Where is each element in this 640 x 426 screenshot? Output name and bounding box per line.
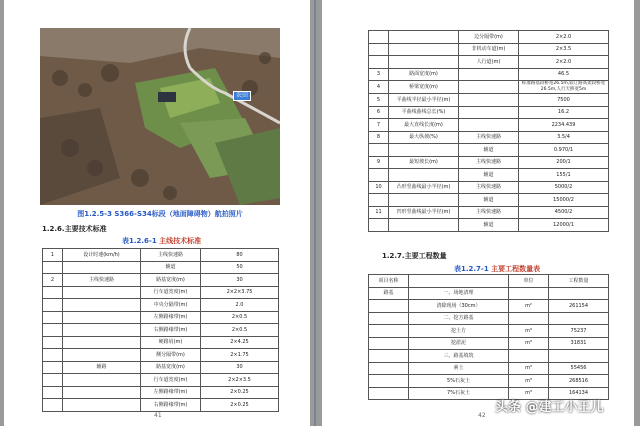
table-cell [369, 375, 409, 388]
table-cell: 主线快速路 [459, 156, 519, 169]
table-cell: 16.2 [519, 106, 609, 119]
table-cell: 7%石灰土 [409, 387, 509, 400]
page-divider [314, 0, 316, 426]
table-cell [43, 336, 63, 349]
table-cell [369, 300, 409, 313]
table-cell: 辅道 [459, 169, 519, 182]
table-cell: 2×0.5 [201, 324, 279, 337]
table-cell: 12000/1 [519, 219, 609, 232]
table-cell [43, 299, 63, 312]
table-row [43, 249, 279, 262]
table-cell: 桥梁宽度(m) [389, 81, 459, 94]
table-cell [369, 325, 409, 338]
table-name: 主要工程数量表 [491, 265, 541, 273]
table-row [369, 119, 609, 132]
table-cell: 2.0 [201, 299, 279, 312]
table-cell: 5%石灰土 [409, 375, 509, 388]
table-cell: 辅道 [141, 261, 201, 274]
right-document-page [322, 0, 634, 426]
table-row [369, 144, 609, 157]
table-cell: 主线快速路 [459, 206, 519, 219]
table-row [369, 31, 609, 44]
table-row [43, 261, 279, 274]
table-cell: 155/1 [519, 169, 609, 182]
table-cell [369, 194, 389, 207]
table-cell: 2×2.0 [519, 31, 609, 44]
table-cell [369, 144, 389, 157]
table-cell [409, 275, 509, 288]
table-cell [459, 106, 519, 119]
table-cell [459, 119, 519, 132]
table-row [369, 106, 609, 119]
table-row [369, 43, 609, 56]
table-cell [63, 386, 141, 399]
table-cell: 268516 [549, 375, 609, 388]
table-cell: 标准路基段桥宽26.5m,较辽路高架段桥宽26.5m,人行天桥宽5m [519, 81, 609, 94]
table-row [369, 81, 609, 94]
table-cell: 1 [43, 249, 63, 262]
table-cell [43, 261, 63, 274]
technical-standards-table [42, 248, 279, 412]
table-cell: 左侧路缘带(m) [141, 311, 201, 324]
table-cell: 非机动车道(m) [459, 43, 519, 56]
table-cell: 75237 [549, 325, 609, 338]
table-row [369, 68, 609, 81]
table-cell: 2234.439 [519, 119, 609, 132]
table-cell: 侧分隔带(m) [141, 349, 201, 362]
table-cell: 主线快速路 [63, 274, 141, 287]
table-cell: 平曲线曲线总长(%) [389, 106, 459, 119]
table-cell: 清除现场（30cm） [409, 300, 509, 313]
table-row [43, 324, 279, 337]
table-cell [549, 312, 609, 325]
table-row [369, 375, 609, 388]
table-cell: 4500/2 [519, 206, 609, 219]
table-cell: 11 [369, 206, 389, 219]
table-cell [549, 287, 609, 300]
table-cell: 路基宽度(m) [141, 361, 201, 374]
photo-location-tag: 农田 [233, 91, 251, 101]
table-cell: 最大直线长度(m) [389, 119, 459, 132]
table-number: 表1.2.7-1 [454, 265, 489, 273]
table-cell: 2 [43, 274, 63, 287]
figure-caption: 图1.2.5-3 S366-S34标段（地面障碍物）航拍照片 [77, 210, 243, 218]
table-row [369, 362, 609, 375]
table-name: 主线技术标准 [159, 237, 202, 245]
table-row [43, 311, 279, 324]
left-document-page [4, 0, 310, 426]
table-row [43, 349, 279, 362]
table-cell [459, 81, 519, 94]
table-cell: 素土 [409, 362, 509, 375]
table-cell [63, 399, 141, 412]
table-cell: 2×2×3.5 [201, 374, 279, 387]
table-cell: 凸形竖曲线最小半径(m) [389, 181, 459, 194]
table-row [369, 300, 609, 313]
table-cell [63, 286, 141, 299]
table-cell: 挖淤泥 [409, 337, 509, 350]
table-cell [63, 311, 141, 324]
table-row [43, 336, 279, 349]
table-row [43, 274, 279, 287]
table-cell: 164134 [549, 387, 609, 400]
table-cell: 人行道(m) [459, 56, 519, 69]
table-cell [43, 311, 63, 324]
table-cell: 7500 [519, 94, 609, 107]
table-cell [43, 361, 63, 374]
table-title-quantities [454, 264, 540, 274]
table-cell: 行车道宽度(m) [141, 374, 201, 387]
table-cell [43, 286, 63, 299]
table-cell: 硬路肩(m) [141, 336, 201, 349]
table-row [369, 94, 609, 107]
table-cell [63, 261, 141, 274]
table-row [369, 194, 609, 207]
table-cell: 2×0.25 [201, 386, 279, 399]
table-row [43, 399, 279, 412]
table-title-main-standards [122, 236, 201, 246]
table-cell [63, 374, 141, 387]
table-cell: 路面宽度(m) [389, 68, 459, 81]
table-row [43, 361, 279, 374]
table-row [369, 275, 609, 288]
table-cell [369, 350, 409, 363]
table-row [43, 286, 279, 299]
table-cell: 三、路基填筑 [409, 350, 509, 363]
table-cell: 3.5/4 [519, 131, 609, 144]
table-row [369, 219, 609, 232]
table-cell: 46.5 [519, 68, 609, 81]
table-cell [369, 56, 389, 69]
table-cell: 31831 [549, 337, 609, 350]
table-cell: 2×4.25 [201, 336, 279, 349]
table-cell: 设计时速(km/h) [63, 249, 141, 262]
table-cell: 8 [369, 131, 389, 144]
table-cell: m³ [509, 387, 549, 400]
table-cell: 3 [369, 68, 389, 81]
table-cell [369, 31, 389, 44]
engineering-quantities-table [368, 274, 609, 400]
table-row [43, 386, 279, 399]
table-cell [369, 219, 389, 232]
table-cell: 15000/2 [519, 194, 609, 207]
table-cell: 右侧路缘带(m) [141, 399, 201, 412]
table-cell: 最短坡长(m) [389, 156, 459, 169]
table-cell: 2×2×3.75 [201, 286, 279, 299]
table-cell: 2×3.5 [519, 43, 609, 56]
table-cell [389, 194, 459, 207]
table-cell: m² [509, 300, 549, 313]
table-cell: 80 [201, 249, 279, 262]
table-cell: 路基宽度(m) [141, 274, 201, 287]
table-row [369, 156, 609, 169]
table-cell: m³ [509, 375, 549, 388]
page-number: 42 [478, 412, 486, 419]
table-cell: m³ [509, 325, 549, 338]
table-cell [459, 68, 519, 81]
table-cell: 5000/2 [519, 181, 609, 194]
table-cell: 55456 [549, 362, 609, 375]
table-cell: 30 [201, 274, 279, 287]
table-cell: 右侧路缘带(m) [141, 324, 201, 337]
table-number: 表1.2.6-1 [122, 237, 157, 245]
table-row [43, 374, 279, 387]
table-cell: 主线快速路 [459, 131, 519, 144]
table-cell [509, 350, 549, 363]
table-cell [63, 349, 141, 362]
table-cell [389, 56, 459, 69]
table-row [369, 337, 609, 350]
table-cell [369, 387, 409, 400]
table-row [369, 350, 609, 363]
table-cell [389, 43, 459, 56]
table-cell [369, 337, 409, 350]
table-cell: 最大纵坡(%) [389, 131, 459, 144]
table-cell [369, 312, 409, 325]
table-cell: 辅路 [63, 361, 141, 374]
table-cell: 辅道 [459, 194, 519, 207]
table-cell: 2×0.5 [201, 311, 279, 324]
table-cell [389, 219, 459, 232]
table-cell: 挖土方 [409, 325, 509, 338]
section-title-technical-standards: 1.2.6.主要技术标准 [42, 225, 107, 233]
table-cell [369, 43, 389, 56]
table-cell: 行车道宽度(m) [141, 286, 201, 299]
table-cell: 主线快速路 [459, 181, 519, 194]
table-cell: 9 [369, 156, 389, 169]
table-row [369, 312, 609, 325]
section-title-quantities: 1.2.7.主要工程数量 [382, 252, 447, 260]
table-cell [549, 350, 609, 363]
table-row [369, 287, 609, 300]
table-cell: 工程数量 [549, 275, 609, 288]
table-cell [389, 31, 459, 44]
table-row [369, 325, 609, 338]
table-cell: 2×0.25 [201, 399, 279, 412]
table-row [369, 56, 609, 69]
table-cell [369, 362, 409, 375]
table-cell: 2×1.75 [201, 349, 279, 362]
table-cell: m³ [509, 337, 549, 350]
technical-standards-table-continued [368, 30, 609, 232]
table-cell: 261154 [549, 300, 609, 313]
table-cell: 6 [369, 106, 389, 119]
table-cell [509, 312, 549, 325]
table-row [369, 206, 609, 219]
table-cell: 左侧路缘带(m) [141, 386, 201, 399]
table-cell: 中央分隔带(m) [141, 299, 201, 312]
table-cell [509, 287, 549, 300]
table-row [369, 181, 609, 194]
table-row [369, 169, 609, 182]
table-cell [63, 324, 141, 337]
table-cell: 平曲线半径最小半径(m) [389, 94, 459, 107]
table-cell [43, 374, 63, 387]
table-cell: 10 [369, 181, 389, 194]
table-cell: 辅道 [459, 144, 519, 157]
table-cell: 0.970/1 [519, 144, 609, 157]
table-cell: 5 [369, 94, 389, 107]
table-cell: 200/1 [519, 156, 609, 169]
table-cell: 30 [201, 361, 279, 374]
table-cell: 二、挖方路基 [409, 312, 509, 325]
table-cell [389, 144, 459, 157]
table-cell: 凹形竖曲线最小半径(m) [389, 206, 459, 219]
table-cell: 7 [369, 119, 389, 132]
table-cell: 4 [369, 81, 389, 94]
table-cell [43, 324, 63, 337]
table-cell: m³ [509, 362, 549, 375]
page-number: 41 [154, 412, 162, 419]
table-cell: 单位 [509, 275, 549, 288]
table-cell: 主线快速路 [141, 249, 201, 262]
table-cell [43, 349, 63, 362]
table-cell [389, 169, 459, 182]
table-cell [63, 336, 141, 349]
table-cell: 2×2.0 [519, 56, 609, 69]
watermark: 头条 @建工小王儿 [495, 400, 604, 415]
table-cell: 50 [201, 261, 279, 274]
table-cell: 边分隔带(m) [459, 31, 519, 44]
table-cell: 路基 [369, 287, 409, 300]
table-cell [369, 169, 389, 182]
table-cell: 项目名称 [369, 275, 409, 288]
table-cell [43, 386, 63, 399]
table-cell [63, 299, 141, 312]
table-cell [43, 399, 63, 412]
table-row [43, 299, 279, 312]
aerial-photo [40, 28, 280, 205]
table-cell: 辅道 [459, 219, 519, 232]
table-cell: 一、场地清理 [409, 287, 509, 300]
table-cell [459, 94, 519, 107]
table-row [369, 131, 609, 144]
